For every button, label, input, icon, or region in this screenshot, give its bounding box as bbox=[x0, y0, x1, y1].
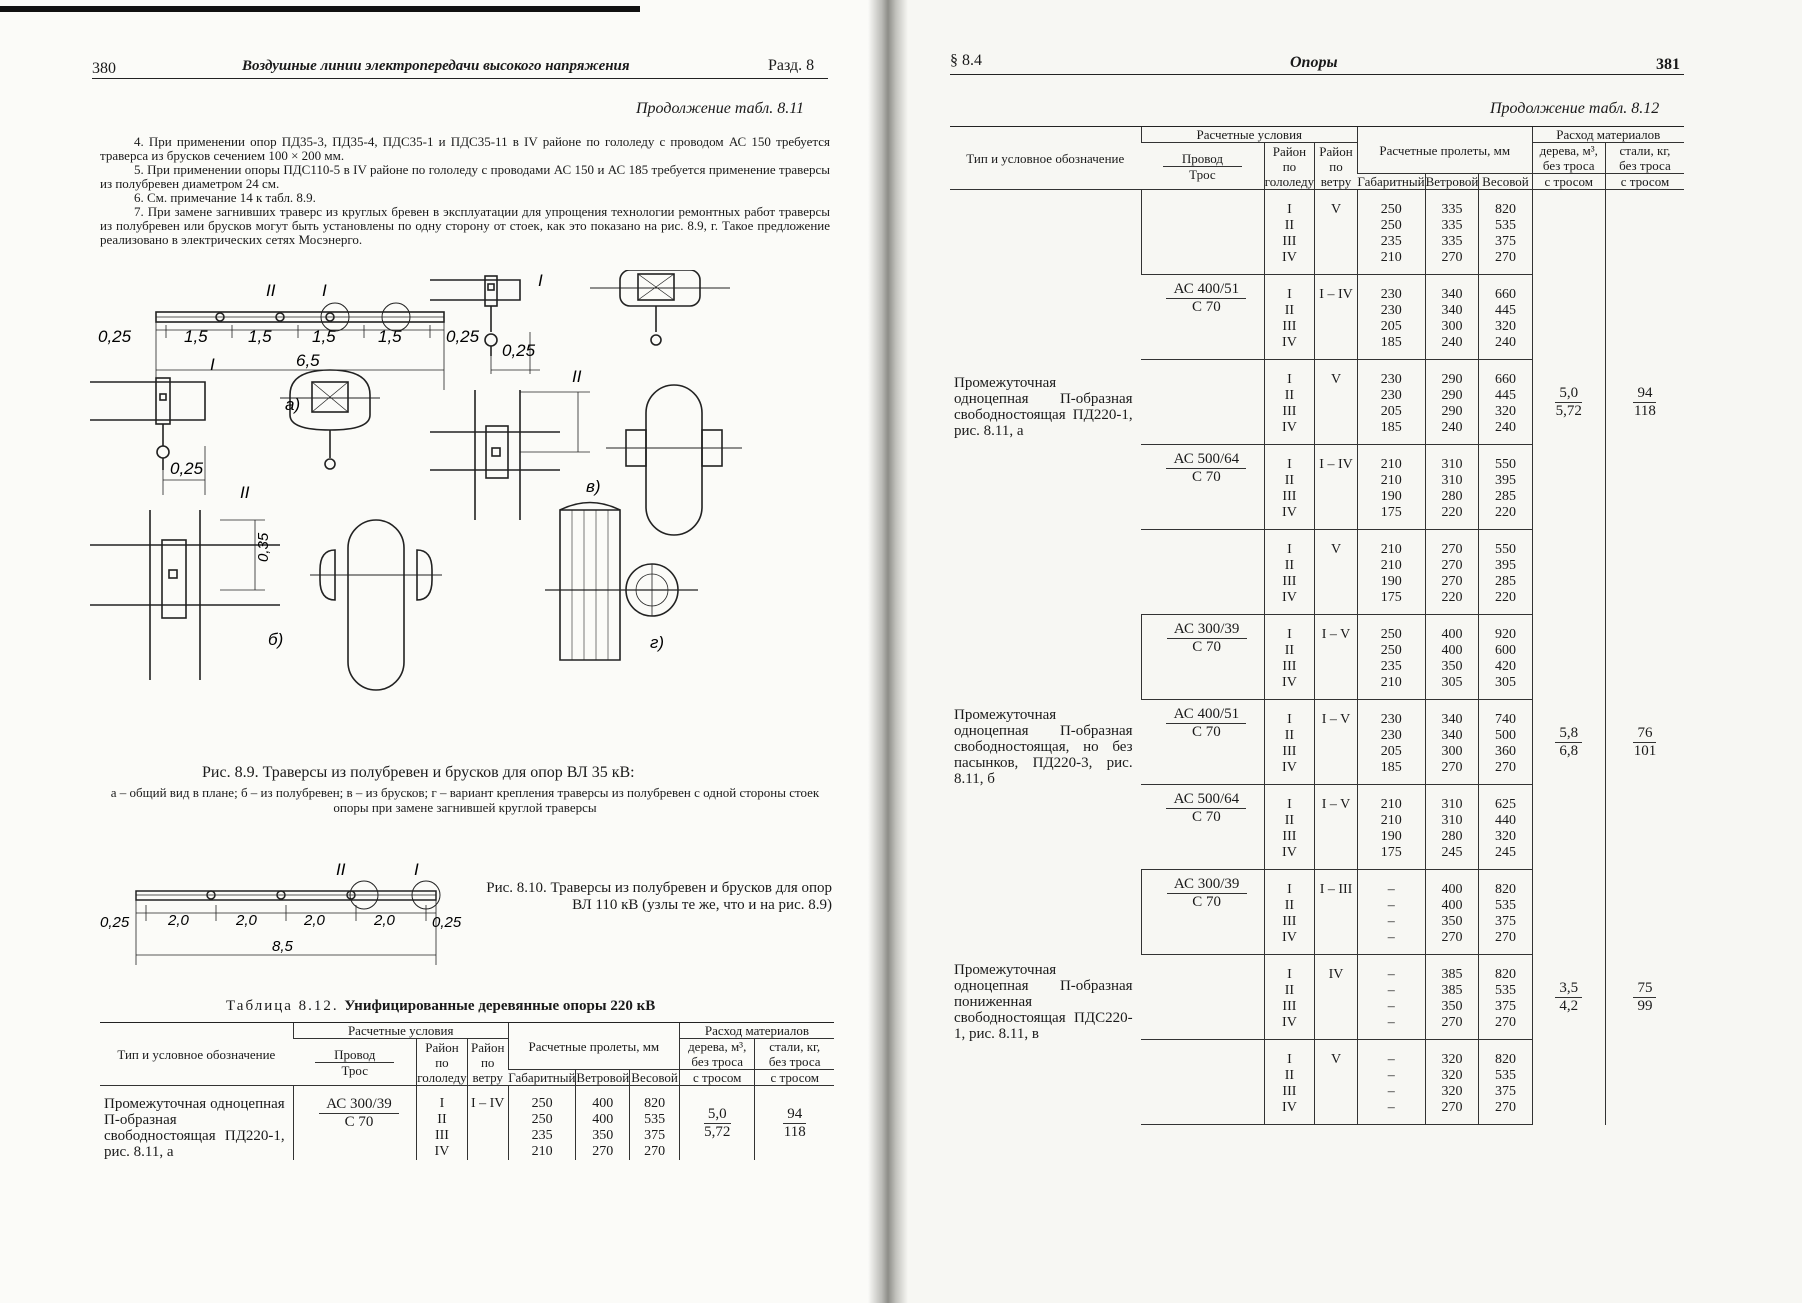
running-title-right: Опоры bbox=[1290, 54, 1338, 71]
row-ice: I II III IV bbox=[1264, 615, 1314, 700]
fig89-caption: Рис. 8.9. Траверсы из полубревен и брусков для опор ВЛ 35 кВ: bbox=[202, 764, 635, 781]
hdr-steel: стали, кг, без троса bbox=[1605, 143, 1684, 174]
fig89-dim-025-top: 0,25 bbox=[502, 341, 536, 360]
notes-block bbox=[100, 135, 830, 247]
fig89-dim-035: 0,35 bbox=[255, 532, 272, 562]
row-ves: 820 535 375 270 bbox=[1479, 1040, 1532, 1125]
fig810-node-I: I bbox=[414, 860, 419, 879]
hdr-wind: Район по ветру bbox=[1315, 143, 1358, 190]
row-wind: I – III bbox=[1315, 870, 1358, 955]
row-ice: I II III IV bbox=[1264, 190, 1314, 275]
fig89-dim-0: 0,25 bbox=[98, 327, 132, 346]
fig89-node-I: I bbox=[322, 281, 327, 300]
row-wire: АС 400/51 С 70 bbox=[1141, 700, 1264, 785]
row-ves: 550 395 285 220 bbox=[1479, 530, 1532, 615]
hdr-wind: Район по ветру bbox=[467, 1039, 508, 1086]
fig810-dim-1: 2,0 bbox=[168, 912, 189, 929]
hdr-steel-rope: с тросом bbox=[1605, 174, 1684, 190]
row-wire: АС 300/39 С 70 bbox=[1141, 615, 1264, 700]
row-ves: 550 395 285 220 bbox=[1479, 445, 1532, 530]
row-wire: АС 300/39 С 70 bbox=[293, 1086, 417, 1161]
fig89-detail-II-v: II bbox=[572, 367, 582, 386]
hdr-type: Тип и условное обозначение bbox=[100, 1023, 293, 1086]
row-wood: $\frac{3,5}{4,2}$ bbox=[1532, 870, 1605, 1125]
row-ice: I II III IV bbox=[1264, 360, 1314, 445]
hdr-conditions: Расчетные условия bbox=[1141, 127, 1357, 143]
row-vet: 270 270 270 220 bbox=[1425, 530, 1479, 615]
row-type: Промежуточная одноцепная П-образная свободностоящая ПД220-1, рис. 8.11, а bbox=[954, 375, 1133, 440]
table-row bbox=[950, 190, 1684, 275]
hdr-wood-rope: с тросом bbox=[679, 1070, 755, 1086]
row-type: Промежуточная одноцепная П-образная свободностоящая ПД220-1, рис. 8.11, а bbox=[104, 1096, 285, 1160]
hdr-vet: Ветровой bbox=[1425, 174, 1479, 189]
header-rule-right bbox=[950, 74, 1684, 75]
fig89-node-II: II bbox=[266, 281, 276, 300]
note-5: 5. При применении опоры ПДС110-5 в IV районе по гололеду с проводами АС 150 и АС 185 требуется применение траверсы из полубревен диаметром 24 см. bbox=[100, 162, 830, 191]
hdr-conditions: Расчетные условия bbox=[293, 1023, 508, 1039]
fig89-dim-1: 1,5 bbox=[184, 327, 208, 346]
row-type: Промежуточная одноцепная П-образная пониженная свободностоящая ПДС220-1, рис. 8.11, в bbox=[954, 962, 1133, 1042]
fig89-label-a: а) bbox=[285, 395, 301, 414]
hdr-wood-rope: с тросом bbox=[1532, 174, 1605, 190]
hdr-steel: стали, кг, без троса bbox=[755, 1039, 834, 1070]
book-gutter bbox=[868, 0, 908, 1303]
fig810-total: 8,5 bbox=[272, 938, 293, 955]
row-ves: 820 535 375 270 bbox=[630, 1086, 680, 1161]
row-wood: $\frac{5,8}{6,8}$ bbox=[1532, 615, 1605, 870]
row-vet: 400 400 350 270 bbox=[1425, 870, 1479, 955]
note-4: 4. При применении опор ПД35-3, ПД35-4, ПДС35-1 и ПДС35-11 в IV районе по гололеду с проводом АС 150 требуется траверса из брусков сечением 100 × 200 мм. bbox=[100, 134, 830, 163]
row-ves: 820 535 375 270 bbox=[1479, 870, 1532, 955]
hdr-wood: дерева, м³, без троса bbox=[1532, 143, 1605, 174]
fig810-caption: Рис. 8.10. Траверсы из полубревен и брусков для опор ВЛ 110 кВ (узлы те же, что и на рис. 8.9) bbox=[486, 880, 832, 913]
hdr-spans: Расчетные пролеты, мм bbox=[1357, 127, 1532, 174]
row-vet: 320 320 320 270 bbox=[1425, 1040, 1479, 1125]
row-ice: I II III IV bbox=[1264, 870, 1314, 955]
row-ice: I II III IV bbox=[1264, 700, 1314, 785]
row-gab: 230 230 205 185 bbox=[1357, 360, 1425, 445]
row-wire bbox=[1141, 1040, 1264, 1125]
row-wire: АС 500/64 С 70 bbox=[1141, 445, 1264, 530]
figure-8-10 bbox=[96, 855, 466, 975]
row-wire bbox=[1141, 360, 1264, 445]
fig89-dim-025-left: 0,25 bbox=[170, 459, 204, 478]
fig89-total: 6,5 bbox=[296, 351, 320, 370]
row-gab: 210 210 190 175 bbox=[1357, 530, 1425, 615]
row-gab: 230 230 205 185 bbox=[1357, 275, 1425, 360]
hdr-gab: Габаритный bbox=[1357, 174, 1425, 189]
fig89-dim-2: 1,5 bbox=[248, 327, 272, 346]
section-right: § 8.4 bbox=[950, 52, 982, 69]
hdr-ves: Весовой bbox=[631, 1070, 678, 1085]
table-title-prefix: Таблица 8.12. bbox=[226, 998, 339, 1014]
row-vet: 400 400 350 270 bbox=[576, 1086, 630, 1161]
row-wind: I – V bbox=[1315, 785, 1358, 870]
row-type: Промежуточная одноцепная П-образная свободностоящая, но без пасынков, ПД220-3, рис. 8.11, б bbox=[954, 707, 1133, 787]
table-title-bold: Унифицированные деревянные опоры 220 кВ bbox=[344, 998, 656, 1014]
fig810-dim-3: 2,0 bbox=[304, 912, 325, 929]
hdr-wire: Провод bbox=[315, 1047, 394, 1063]
row-gab: 230 230 205 185 bbox=[1357, 700, 1425, 785]
hdr-gab: Габаритный bbox=[508, 1070, 576, 1085]
row-wood: $\frac{5,0}{5,72}$ bbox=[679, 1086, 755, 1161]
row-steel: $\frac{94}{118}$ bbox=[755, 1086, 834, 1161]
row-vet: 340 340 300 240 bbox=[1425, 275, 1479, 360]
fig89-dim-4: 1,5 bbox=[378, 327, 402, 346]
fig89-label-g: г) bbox=[650, 633, 665, 652]
hdr-ves: Весовой bbox=[1479, 174, 1532, 190]
fig89-detail-II: II bbox=[240, 483, 250, 502]
hdr-rope: Трос bbox=[1189, 166, 1216, 182]
row-gab: – – – – bbox=[1357, 870, 1425, 955]
hdr-ice: Район по гололеду bbox=[417, 1039, 467, 1085]
row-gab: 210 210 190 175 bbox=[1357, 785, 1425, 870]
row-wind: V bbox=[1315, 190, 1358, 275]
row-wind: I – IV bbox=[1315, 445, 1358, 530]
fig89-detail-I-left: I bbox=[210, 355, 215, 374]
table-title bbox=[226, 998, 655, 1015]
table-8-12-left bbox=[100, 1022, 834, 1160]
row-ves: 820 535 375 270 bbox=[1479, 955, 1532, 1040]
row-vet: 335 335 335 270 bbox=[1425, 190, 1479, 275]
row-wire bbox=[1141, 955, 1264, 1040]
row-wire: АС 400/51 С 70 bbox=[1141, 275, 1264, 360]
hdr-steel-rope: с тросом bbox=[755, 1070, 834, 1086]
row-wind: I – V bbox=[1315, 700, 1358, 785]
hdr-wire-rope bbox=[293, 1039, 417, 1086]
row-gab: 250 250 235 210 bbox=[1357, 615, 1425, 700]
row-wire bbox=[1141, 530, 1264, 615]
fig89-label-b: б) bbox=[268, 630, 284, 649]
row-wood: $\frac{5,0}{5,72}$ bbox=[1532, 190, 1605, 615]
row-ves: 820 535 375 270 bbox=[1479, 190, 1532, 275]
row-wind: V bbox=[1315, 1040, 1358, 1125]
fig810-dim-5: 0,25 bbox=[432, 914, 462, 931]
hdr-wire-rope bbox=[1141, 143, 1264, 190]
table-8-12-right bbox=[950, 126, 1684, 1125]
row-ves: 660 445 320 240 bbox=[1479, 275, 1532, 360]
row-ice: I II III IV bbox=[1264, 275, 1314, 360]
row-wind: IV bbox=[1315, 955, 1358, 1040]
row-vet: 310 310 280 220 bbox=[1425, 445, 1479, 530]
hdr-vet: Ветровой bbox=[576, 1070, 630, 1085]
row-wind: I – IV bbox=[1315, 275, 1358, 360]
row-wind: I – IV bbox=[467, 1086, 508, 1161]
hdr-materials: Расход материалов bbox=[679, 1023, 834, 1039]
fig89-dim-5: 0,25 bbox=[446, 327, 480, 346]
figure-8-9 bbox=[90, 270, 850, 750]
row-vet: 290 290 290 240 bbox=[1425, 360, 1479, 445]
row-vet: 400 400 350 305 bbox=[1425, 615, 1479, 700]
row-wire bbox=[1141, 190, 1264, 275]
running-title-left: Воздушные линии электропередачи высокого напряжения bbox=[242, 58, 630, 74]
row-wire: АС 300/39 С 70 bbox=[1141, 870, 1264, 955]
section-left: Разд. 8 bbox=[768, 57, 815, 74]
row-vet: 310 310 280 245 bbox=[1425, 785, 1479, 870]
fig89-label-v: в) bbox=[586, 477, 601, 496]
hdr-spans: Расчетные пролеты, мм bbox=[508, 1023, 679, 1070]
hdr-materials: Расход материалов bbox=[1532, 127, 1684, 143]
page-number-right: 381 bbox=[1656, 56, 1680, 73]
row-gab: 250 250 235 210 bbox=[508, 1086, 576, 1161]
row-ice: I II III IV bbox=[1264, 785, 1314, 870]
row-ice: I II III IV bbox=[417, 1086, 467, 1161]
scan-edge bbox=[0, 6, 640, 12]
fig810-node-II: II bbox=[336, 860, 346, 879]
row-vet: 340 340 300 270 bbox=[1425, 700, 1479, 785]
fig810-dim-4: 2,0 bbox=[374, 912, 395, 929]
row-ves: 625 440 320 245 bbox=[1479, 785, 1532, 870]
row-ice: I II III IV bbox=[1264, 955, 1314, 1040]
fig810-dim-0: 0,25 bbox=[100, 914, 130, 931]
note-6: 6. См. примечание 14 к табл. 8.9. bbox=[134, 190, 316, 205]
row-ves: 740 500 360 270 bbox=[1479, 700, 1532, 785]
continuation-right: Продолжение табл. 8.12 bbox=[1490, 100, 1660, 117]
row-ves: 920 600 420 305 bbox=[1479, 615, 1532, 700]
hdr-rope: Трос bbox=[341, 1062, 368, 1078]
continuation-left: Продолжение табл. 8.11 bbox=[636, 100, 805, 117]
hdr-type: Тип и условное обозначение bbox=[950, 127, 1141, 190]
fig810-dim-2: 2,0 bbox=[236, 912, 257, 929]
row-vet: 385 385 350 270 bbox=[1425, 955, 1479, 1040]
row-gab: – – – – bbox=[1357, 1040, 1425, 1125]
hdr-ice: Район по гололеду bbox=[1264, 143, 1315, 189]
row-ice: I II III IV bbox=[1264, 530, 1314, 615]
row-wind: V bbox=[1315, 530, 1358, 615]
table-row bbox=[950, 615, 1684, 700]
fig89-legend: а – общий вид в плане; б – из полубревен; в – из брусков; г – вариант крепления траверсы из полубревен с одной стороны стоек опоры при замене загнившей круглой траверсы bbox=[110, 785, 820, 815]
fig89-detail-I-top: I bbox=[538, 271, 543, 290]
table-row bbox=[100, 1086, 834, 1161]
header-rule-left bbox=[92, 78, 828, 79]
row-ice: I II III IV bbox=[1264, 1040, 1314, 1125]
row-steel: $\frac{76}{101}$ bbox=[1605, 615, 1684, 870]
row-steel: $\frac{75}{99}$ bbox=[1605, 870, 1684, 1125]
fig89-dim-3: 1,5 bbox=[312, 327, 336, 346]
table-row bbox=[950, 870, 1684, 955]
row-ves: 660 445 320 240 bbox=[1479, 360, 1532, 445]
row-ice: I II III IV bbox=[1264, 445, 1314, 530]
row-wind: V bbox=[1315, 360, 1358, 445]
row-gab: 250 250 235 210 bbox=[1357, 190, 1425, 275]
row-wind: I – V bbox=[1315, 615, 1358, 700]
hdr-wood: дерева, м³, без троса bbox=[679, 1039, 755, 1070]
hdr-wire: Провод bbox=[1163, 151, 1242, 167]
row-steel: $\frac{94}{118}$ bbox=[1605, 190, 1684, 615]
row-gab: – – – – bbox=[1357, 955, 1425, 1040]
row-gab: 210 210 190 175 bbox=[1357, 445, 1425, 530]
note-7: 7. При замене загнивших траверс из круглых бревен в эксплуатации для упрощения технологии ремонтных работ траверсы из полубревен или брусков могут быть установлены по одну сторону от стоек, как это показано на рис. 8.9, г. Такое предложение реализовано в электрических сетях Мосэнерго. bbox=[100, 204, 830, 247]
row-wire: АС 500/64 С 70 bbox=[1141, 785, 1264, 870]
page-number-left: 380 bbox=[92, 60, 116, 77]
